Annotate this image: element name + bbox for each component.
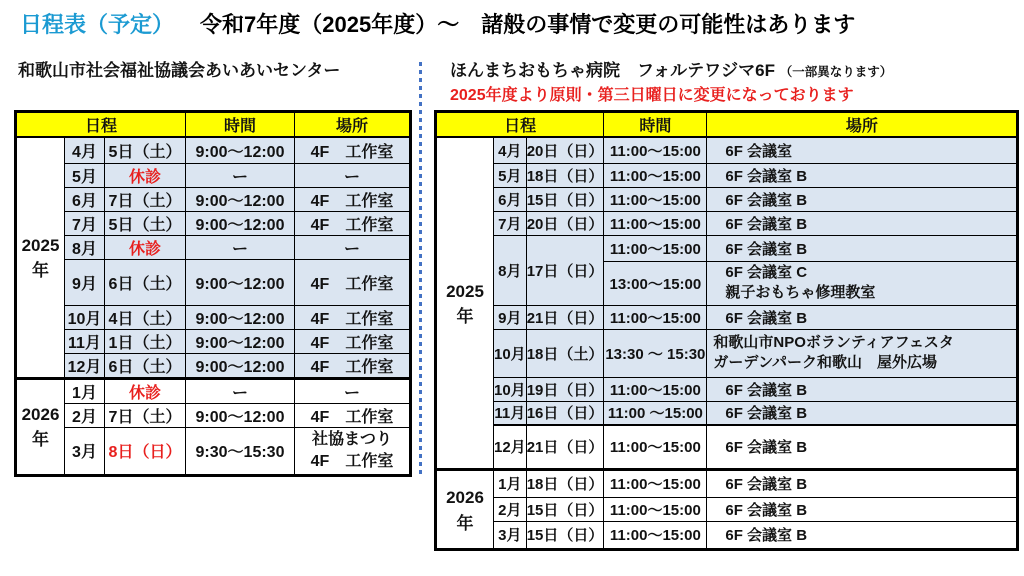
day-cell: 8日（日） — [105, 427, 186, 475]
right-section-notice: 2025年度より原則・第三日曜日に変更になっております — [450, 87, 854, 104]
header-place: 場所 — [707, 112, 1018, 138]
place-cell: 4F 工作室 — [295, 211, 411, 235]
place-cell: 6F 会議室 B — [707, 211, 1018, 235]
place-cell: 4F 工作室 — [295, 353, 411, 378]
right-section-subtitle — [450, 56, 892, 81]
table-row — [436, 377, 1018, 401]
time-cell: ー — [186, 235, 295, 259]
day-cell: 6日（土） — [105, 353, 186, 378]
header-schedule: 日程 — [436, 112, 604, 138]
day-cell: 15日（日） — [526, 497, 604, 521]
time-cell: 11:00～15:00 — [604, 377, 707, 401]
month-cell: 1月 — [65, 378, 105, 403]
day-cell: 15日（日） — [526, 521, 604, 549]
time-cell: 13:30 ～ 15:30 — [604, 329, 707, 377]
day-cell: 5日（土） — [105, 137, 186, 163]
table-row — [16, 403, 411, 427]
month-cell: 3月 — [494, 521, 527, 549]
left-section-subtitle: 和歌山市社会福祉協議会あいあいセンター — [18, 61, 341, 80]
time-cell: 9:00～12:00 — [186, 259, 295, 305]
table-row — [16, 235, 411, 259]
month-cell: 11月 — [65, 329, 105, 353]
honmachi-hospital-schedule-table — [434, 110, 1019, 551]
table-row — [436, 137, 1018, 163]
year-number: 2026 — [446, 488, 484, 507]
year-number: 2025 — [446, 281, 484, 301]
aiai-center-schedule-table — [14, 110, 412, 477]
table-row — [436, 401, 1018, 425]
time-cell: 11:00～15:00 — [604, 469, 707, 497]
table-row — [436, 235, 1018, 261]
month-cell: 4月 — [494, 137, 527, 163]
time-cell: 13:00～15:00 — [604, 261, 707, 305]
place-cell: 4F 工作室 — [295, 259, 411, 305]
right-subtitle-note: （一部異なります） — [779, 65, 893, 79]
place-cell: 6F 会議室 B — [707, 521, 1018, 549]
time-cell: 11:00 ～15:00 — [604, 401, 707, 425]
time-cell: 11:00～15:00 — [604, 521, 707, 549]
month-cell: 1月 — [494, 469, 527, 497]
place-cell: 6F 会議室 — [707, 137, 1018, 163]
day-cell: 19日（日） — [526, 377, 604, 401]
year-suffix: 年 — [32, 261, 49, 281]
place-line1: 6F 会議室 C — [725, 263, 808, 281]
place-cell: 6F 会議室 B — [707, 469, 1018, 497]
table-row — [16, 187, 411, 211]
table-row — [436, 329, 1018, 377]
table-row — [16, 137, 411, 163]
day-cell: 休診 — [105, 235, 186, 259]
month-cell: 11月 — [494, 401, 527, 425]
month-cell: 2月 — [494, 497, 527, 521]
header-time: 時間 — [604, 112, 707, 138]
day-cell: 15日（日） — [526, 187, 604, 211]
header-place: 場所 — [295, 112, 411, 138]
place-cell: 6F 会議室 B — [707, 377, 1018, 401]
time-cell: 9:00～12:00 — [186, 137, 295, 163]
table-row — [16, 305, 411, 329]
table-row — [16, 329, 411, 353]
day-cell: 6日（土） — [105, 259, 186, 305]
time-cell: 9:00～12:00 — [186, 305, 295, 329]
place-line2: 親子おもちゃ修理教室 — [725, 284, 876, 301]
time-cell: 9:00～12:00 — [186, 329, 295, 353]
place-line2: 4F 工作室 — [310, 452, 394, 470]
time-cell: 9:30～15:30 — [186, 427, 295, 475]
time-cell: 9:00～12:00 — [186, 353, 295, 378]
place-line2: ガーデンパーク和歌山 屋外広場 — [713, 354, 938, 371]
month-cell: 12月 — [65, 353, 105, 378]
day-cell: 21日（日） — [526, 425, 604, 469]
month-cell: 5月 — [494, 163, 527, 187]
time-cell: 11:00～15:00 — [604, 163, 707, 187]
year-cell — [436, 137, 494, 469]
time-cell: 11:00～15:00 — [604, 137, 707, 163]
year-cell — [16, 137, 65, 378]
year-cell — [16, 378, 65, 475]
month-cell: 4月 — [65, 137, 105, 163]
header-time: 時間 — [186, 112, 295, 138]
place-cell: 6F 会議室 B — [707, 235, 1018, 261]
table-row — [436, 187, 1018, 211]
day-cell: 7日（土） — [105, 187, 186, 211]
place-cell: 6F 会議室 B — [707, 305, 1018, 329]
year-cell — [436, 469, 494, 549]
day-cell: 休診 — [105, 378, 186, 403]
place-cell: 6F 会議室 B — [707, 163, 1018, 187]
table-row — [436, 497, 1018, 521]
time-cell: 9:00～12:00 — [186, 187, 295, 211]
header-schedule: 日程 — [16, 112, 186, 138]
time-cell: 9:00～12:00 — [186, 403, 295, 427]
table-row — [16, 353, 411, 378]
day-cell: 21日（日） — [526, 305, 604, 329]
dotted-divider — [419, 62, 422, 477]
table-row — [436, 211, 1018, 235]
month-cell: 8月 — [65, 235, 105, 259]
year-suffix: 年 — [456, 514, 474, 533]
table-row — [16, 378, 411, 403]
month-cell: 10月 — [494, 329, 527, 377]
day-cell: 5日（土） — [105, 211, 186, 235]
page-title-label: 日程表（予定） — [20, 12, 175, 37]
month-cell: 7月 — [494, 211, 527, 235]
day-cell: 4日（土） — [105, 305, 186, 329]
place-cell: 6F 会議室 B — [707, 401, 1018, 425]
table-row — [436, 469, 1018, 497]
place-cell: 4F 工作室 — [295, 329, 411, 353]
month-cell: 3月 — [65, 427, 105, 475]
day-cell: 1日（土） — [105, 329, 186, 353]
place-cell: 6F 会議室 B — [707, 497, 1018, 521]
day-cell: 20日（日） — [526, 211, 604, 235]
year-suffix: 年 — [456, 306, 474, 326]
place-line1: 和歌山市NPOボランティアフェスタ — [713, 333, 954, 351]
time-cell: ー — [186, 378, 295, 403]
day-cell: 20日（日） — [526, 137, 604, 163]
table-row — [436, 521, 1018, 549]
time-cell: 11:00～15:00 — [604, 497, 707, 521]
time-cell: 11:00～15:00 — [604, 187, 707, 211]
place-cell — [707, 261, 1018, 305]
header-row — [16, 112, 411, 138]
table-row — [16, 163, 411, 187]
place-cell: ー — [295, 235, 411, 259]
time-cell: 11:00～15:00 — [604, 235, 707, 261]
month-cell: 7月 — [65, 211, 105, 235]
time-cell: 9:00～12:00 — [186, 211, 295, 235]
place-cell: 4F 工作室 — [295, 187, 411, 211]
month-cell: 12月 — [494, 425, 527, 469]
day-cell: 18日（土） — [526, 329, 604, 377]
place-cell: 4F 工作室 — [295, 305, 411, 329]
month-cell: 6月 — [494, 187, 527, 211]
day-cell: 18日（日） — [526, 163, 604, 187]
time-cell: 11:00～15:00 — [604, 211, 707, 235]
table-row — [436, 425, 1018, 469]
month-cell: 10月 — [65, 305, 105, 329]
day-cell: 休診 — [105, 163, 186, 187]
place-cell: 4F 工作室 — [295, 137, 411, 163]
place-line1: 社協まつり — [311, 430, 392, 448]
place-cell: 6F 会議室 B — [707, 425, 1018, 469]
day-cell: 7日（土） — [105, 403, 186, 427]
time-cell: 11:00～15:00 — [604, 425, 707, 469]
table-row — [16, 211, 411, 235]
page-title-rest: 令和7年度（2025年度）～ 諸般の事情で変更の可能性はあります — [200, 12, 856, 37]
month-cell: 8月 — [494, 235, 527, 305]
year-number: 2025 — [21, 236, 60, 256]
place-cell: ー — [295, 378, 411, 403]
place-cell: ー — [295, 163, 411, 187]
place-cell: 6F 会議室 B — [707, 187, 1018, 211]
place-cell — [707, 329, 1018, 377]
month-cell: 6月 — [65, 187, 105, 211]
place-cell — [295, 427, 411, 475]
year-number: 2026 — [21, 405, 60, 424]
month-cell: 2月 — [65, 403, 105, 427]
day-cell: 18日（日） — [526, 469, 604, 497]
table-row — [16, 427, 411, 475]
month-cell: 9月 — [65, 259, 105, 305]
time-cell: 11:00～15:00 — [604, 305, 707, 329]
month-cell: 10月 — [494, 377, 527, 401]
time-cell: ー — [186, 163, 295, 187]
table-row — [436, 163, 1018, 187]
table-row — [436, 305, 1018, 329]
year-suffix: 年 — [32, 430, 49, 449]
header-row — [436, 112, 1018, 138]
month-cell: 9月 — [494, 305, 527, 329]
day-cell: 16日（日） — [526, 401, 604, 425]
place-cell: 4F 工作室 — [295, 403, 411, 427]
table-row — [16, 259, 411, 305]
month-cell: 5月 — [65, 163, 105, 187]
right-subtitle-main: ほんまちおもちゃ病院 フォルテワジマ6F — [450, 61, 775, 80]
day-cell: 17日（日） — [526, 235, 604, 305]
page-title — [20, 10, 855, 40]
